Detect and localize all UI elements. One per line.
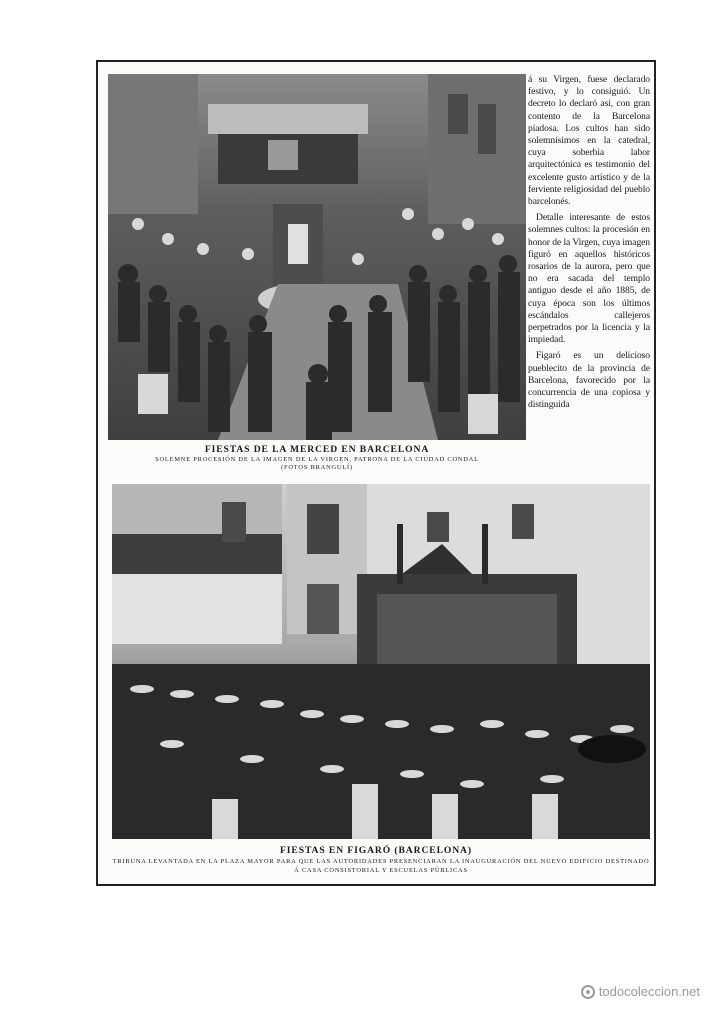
procession-photo	[108, 74, 526, 440]
article-column	[528, 74, 650, 415]
watermark	[581, 984, 700, 999]
photo1-credit: (FOTOS BRANGULÍ)	[281, 464, 353, 471]
figaro-photo	[112, 484, 650, 839]
photo1-subtitle: SOLEMNE PROCESIÓN DE LA IMAGEN DE LA VIRGEN, PATRONA DE LA CIUDAD CONDAL	[155, 456, 479, 463]
article-paragraph-2: Detalle interesante de estos solemnes cultos: la procesión en honor de la Virgen, cuya imagen figuró en aquellos históricos rosarios de la aurora, pero que no era sacada del templo antiguo desde el año 1885, de cuya época son los últimos escándalos callejeros perpetrados por la licencia y la impiedad.	[528, 212, 650, 346]
article-paragraph-1: á su Virgen, fuese declarado festivo, y lo consiguió. Un decreto lo declaró así, con gran contento de la Barcelona piadosa. Los cultos han sido solemnísimos en la catedral, cuya soberbia labor arquitectónica es testimonio del excelente gusto artístico y de la ferviente religiosidad del pueblo barcelonés.	[528, 74, 650, 208]
watermark-text: todocoleccion.net	[598, 984, 700, 999]
photo1-caption	[108, 456, 526, 472]
photo2-subtitle: TRIBUNA LEVANTADA EN LA PLAZA MAYOR PARA QUE LAS AUTORIDADES PRESENCIARAN LA INAUGURACIÓN DEL NUEVO EDIFICIO DESTINADO Á CASA CONSISTORIAL Y ESCUELAS PÚBLICAS	[112, 858, 650, 874]
article-paragraph-3: Figaró es un delicioso pueblecito de la provincia de Barcelona, favorecido por la concurrencia de una copiosa y distinguida	[528, 350, 650, 411]
photo2-title: FIESTAS EN FIGARÓ (BARCELONA)	[280, 845, 472, 856]
photo1-title: FIESTAS DE LA MERCED EN BARCELONA	[204, 444, 430, 455]
todocoleccion-logo-icon	[581, 985, 595, 999]
